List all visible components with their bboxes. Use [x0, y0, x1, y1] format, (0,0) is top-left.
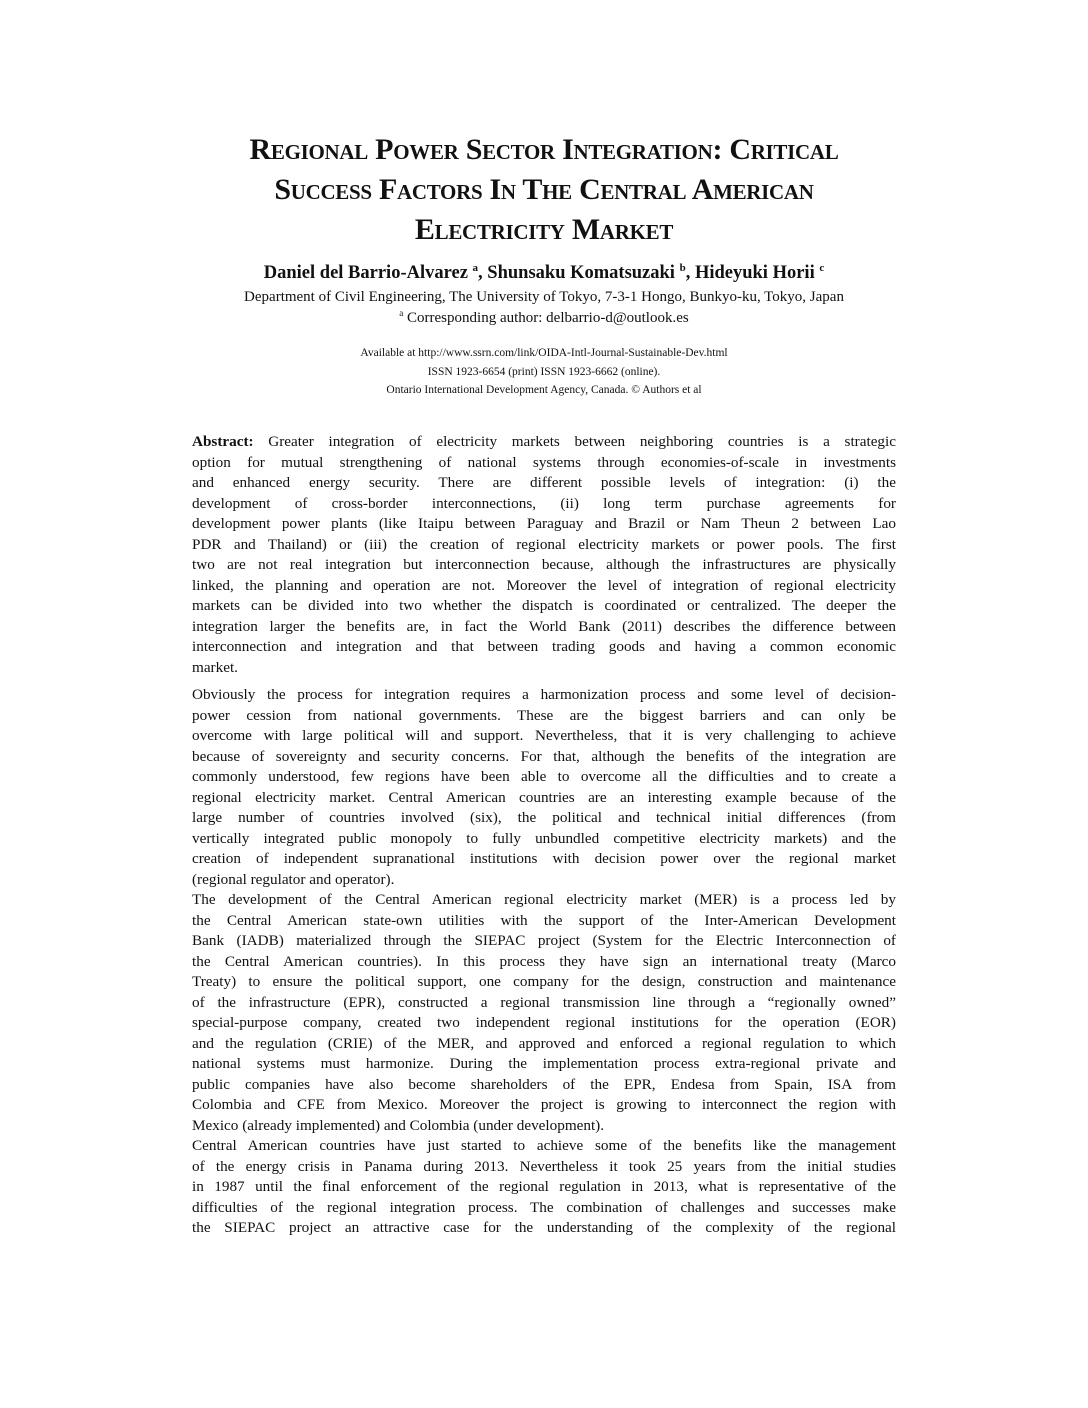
text-line: development power plants (like Itaipu between Paraguay and Brazil or Nam Theun 2 between Lao [192, 515, 896, 532]
text-line: market. [192, 658, 238, 676]
author-separator: , [685, 263, 695, 284]
author-list [150, 262, 938, 284]
paper-title [150, 130, 938, 250]
text-line: Central American countries have just started to achieve some of the benefits like the management [192, 1137, 896, 1154]
availability-line: Available at http://www.ssrn.com/link/OIDA-Intl-Journal-Sustainable-Dev.html [360, 347, 728, 359]
text-line: the SIEPAC project an attractive case for the understanding of the complexity of the regional [192, 1219, 896, 1236]
text-line: the Central American countries). In this process they have sign an international treaty (Marco [192, 952, 896, 970]
issn-line: ISSN 1923-6654 (print) ISSN 1923-6662 (online). [427, 366, 661, 378]
text-line: national systems must harmonize. During the implementation process extra-regional private and [192, 1055, 896, 1072]
author-affiliation-mark: c [819, 262, 825, 274]
text-line: Colombia and CFE from Mexico. Moreover the project is growing to interconnect the region with [192, 1096, 896, 1113]
text-line: and enhanced energy security. There are different possible levels of integration: (i) the [192, 474, 896, 491]
text-line: public companies have also become shareholders of the EPR, Endesa from Spain, ISA from [192, 1075, 896, 1093]
text-line: option for mutual strengthening of national systems through economies-of-scale in investments [192, 453, 896, 471]
text-line: power cession from national governments. These are the biggest barriers and can only be [192, 706, 896, 724]
text-line: the Central American state-own utilities with the support of the Inter-American Development [192, 911, 896, 929]
text-line: two are not real integration but interconnection because, although the infrastructures are physically [192, 556, 896, 573]
corresponding-mark: a [399, 308, 404, 318]
text-line: of the infrastructure (EPR), constructed a regional transmission line through a “regionally owned” [192, 993, 896, 1011]
text-line: interconnection and integration and that between trading goods and having a common economic [192, 638, 896, 655]
text-line: special-purpose company, created two independent regional institutions for the operation (EOR) [192, 1014, 896, 1031]
text-line: overcome with large political will and support. Nevertheless, that it is very challenging to achieve [192, 727, 896, 744]
corresponding-author [150, 308, 938, 327]
text-line: because of sovereignty and security concerns. For that, although the benefits of the integration are [192, 747, 896, 765]
text-line: The development of the Central American regional electricity market (MER) is a process led by [192, 891, 896, 908]
author-name: Hideyuki Horii [694, 263, 815, 284]
text-line [192, 432, 896, 452]
text-line: linked, the planning and operation are not. Moreover the level of integration of regional electricity [192, 576, 896, 594]
text-line: Bank (IADB) materialized through the SIEPAC project (System for the Electric Interconnection of [192, 932, 896, 949]
text-line: development of cross-border interconnections, (ii) long term purchase agreements for [192, 494, 896, 512]
text-line: in 1987 until the final enforcement of the regional regulation in 2013, what is representative of the [192, 1178, 896, 1195]
text-line: regional electricity market. Central American countries are an interesting example because of the [192, 788, 896, 806]
text-line: of the energy crisis in Panama during 2013. Nevertheless it took 25 years from the initial studies [192, 1157, 896, 1175]
title-line: Electricity Market [414, 213, 674, 246]
text-line: Treaty) to ensure the political support, one company for the design, construction and maintenance [192, 973, 896, 990]
text-line: PDR and Thailand) or (iii) the creation of regional electricity markets or power pools. The first [192, 535, 896, 553]
author-affiliation-mark: b [679, 262, 686, 274]
title-line: Regional Power Sector Integration: Critical [249, 133, 839, 166]
text-line: Obviously the process for integration requires a harmonization process and some level of decision- [192, 686, 896, 703]
publisher-line: Ontario International Development Agency, Canada. © Authors et al [386, 384, 702, 396]
text-line: large number of countries involved (six), the political and technical initial differences (from [192, 809, 896, 826]
affiliation: Department of Civil Engineering, The University of Tokyo, 7-3-1 Hongo, Bunkyo-ku, Tokyo, Japan [244, 289, 844, 305]
author-separator: , [478, 263, 488, 284]
text-line: and the regulation (CRIE) of the MER, and approved and enforced a regional regulation to which [192, 1034, 896, 1052]
title-line: Success Factors In The Central American [274, 173, 814, 206]
author-affiliation-mark: a [472, 262, 479, 274]
text-line: integration larger the benefits are, in fact the World Bank (2011) describes the difference between [192, 617, 896, 635]
text-span: Greater integration of electricity markets between neighboring countries is a strategic [253, 433, 896, 450]
text-line: difficulties of the regional integration process. The combination of challenges and successes make [192, 1198, 896, 1216]
author-name: Daniel del Barrio-Alvarez [263, 263, 468, 284]
corresponding-text: Corresponding author: delbarrio-d@outlook.es [407, 310, 689, 326]
text-line: vertically integrated public monopoly to fully unbundled competitive electricity markets) and the [192, 829, 896, 847]
author-name: Shunsaku Komatsuzaki [487, 263, 675, 284]
abstract-label: Abstract: [192, 433, 254, 450]
text-line: commonly understood, few regions have been able to overcome all the difficulties and to create a [192, 768, 896, 785]
text-line: creation of independent supranational institutions with decision power over the regional market [192, 850, 896, 867]
text-line: Mexico (already implemented) and Colombia (under development). [192, 1116, 605, 1134]
text-line: markets can be divided into two whether the dispatch is coordinated or centralized. The deeper the [192, 597, 896, 614]
text-line: (regional regulator and operator). [192, 870, 395, 888]
